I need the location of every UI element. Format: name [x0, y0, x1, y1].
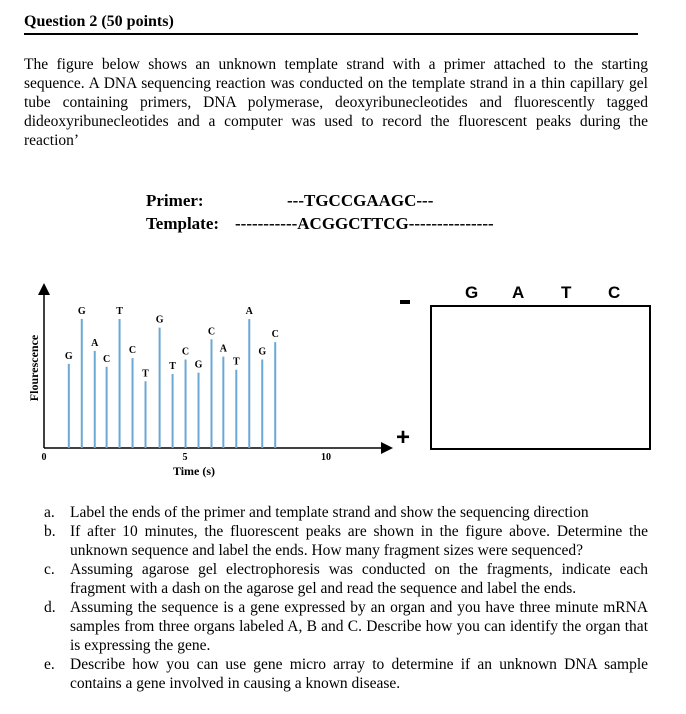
question-text: Label the ends of the primer and template strand and show the sequencing direction [70, 504, 589, 521]
question-letter: c. [44, 561, 55, 578]
y-axis-label: Flourescence [27, 334, 41, 402]
question-text: Assuming the sequence is a gene expressed by an organ and you have three minute mRNA samples from three organs labeled A, B and C. Describe how you can identify the organ that is expressing the gene. [70, 599, 648, 654]
x-axis-label: Time (s) [172, 464, 216, 478]
peak-label-7: T [142, 368, 149, 380]
peak-label-5: T [116, 305, 123, 317]
gel-positive-terminal: + [396, 424, 411, 451]
question-letter: b. [44, 523, 56, 540]
question-text: Describe how you can use gene micro array to determine if an unknown DNA sample contains a gene involved in causing a known disease. [70, 656, 648, 692]
question-title: Question 2 (50 points) [24, 13, 174, 30]
agarose-gel-box[interactable] [430, 305, 651, 450]
peak-label-1: G [64, 350, 73, 362]
primer-sequence: ---TGCCGAAGC--- [287, 191, 434, 210]
template-sequence: -----------ACGGCTTCG--------------- [235, 214, 494, 233]
gel-lane-label-c: C [608, 283, 621, 302]
peak-label-6: C [128, 345, 137, 357]
question-text: If after 10 minutes, the fluorescent peaks are shown in the figure above. Determine the unknown sequence and label the ends. How many fragment sizes were sequenced? [70, 523, 648, 559]
x-tick-label-5: 5 [182, 452, 188, 463]
question-list [44, 503, 648, 693]
gel-lane-label-t: T [561, 283, 572, 302]
peak-label-12: C [207, 326, 216, 338]
question-item [44, 503, 648, 522]
gel-lane-label-a: A [512, 283, 525, 302]
gel-negative-terminal [400, 300, 410, 304]
x-tick-label-0: 0 [41, 452, 47, 463]
question-letter: d. [44, 599, 56, 616]
question-intro: The figure below shows an unknown template strand with a primer attached to the starting sequence. A DNA sequencing reaction was conducted on the template strand in a thin capillary gel tube containing primers, DNA polymerase, deoxyribunecleotides and fluorescently tagged dideoxyribunecleotides and a computer was used to record the fluorescent peaks during the reaction’ [24, 56, 648, 149]
peak-label-8: G [155, 314, 164, 326]
peak-label-17: C [271, 329, 279, 341]
peak-label-16: G [258, 346, 267, 358]
peak-label-2: G [77, 305, 86, 317]
question-item [44, 522, 648, 560]
question-item [44, 598, 648, 655]
peak-label-13: A [219, 343, 227, 355]
peak-label-4: C [102, 353, 111, 365]
question-letter: e. [44, 656, 55, 673]
peak-label-10: C [181, 346, 190, 358]
primer-label: Primer: [146, 191, 204, 210]
question-text: Assuming agarose gel electrophoresis was conducted on the fragments, indicate each fragment with a dash on the agarose gel and read the sequence and label the ends. [70, 561, 648, 597]
question-letter: a. [44, 504, 55, 521]
peak-label-3: A [91, 337, 99, 349]
peak-label-14: T [232, 356, 240, 368]
gel-lane-label-g: G [465, 283, 479, 302]
question-item [44, 655, 648, 693]
x-tick-label-10: 10 [320, 452, 331, 463]
peak-label-15: A [245, 305, 253, 317]
template-label: Template: [146, 214, 220, 233]
peak-label-11: G [194, 359, 203, 371]
peak-label-9: T [169, 361, 176, 373]
question-item [44, 560, 648, 598]
